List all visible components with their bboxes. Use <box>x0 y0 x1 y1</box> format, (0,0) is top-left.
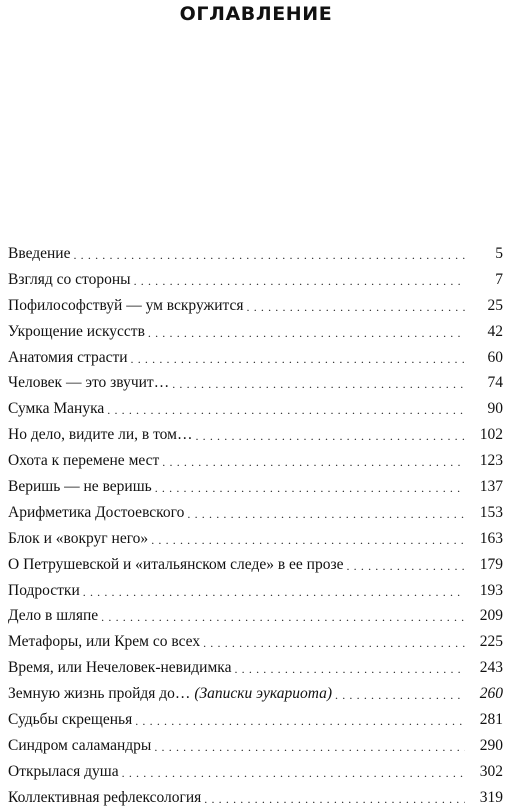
toc-entry <box>8 785 503 811</box>
dot-leader <box>107 401 465 419</box>
dot-leader <box>234 660 465 678</box>
toc-entry <box>8 629 503 655</box>
toc-entry <box>8 578 503 604</box>
toc-entry <box>8 370 503 396</box>
dot-leader <box>73 246 465 264</box>
toc-entry <box>8 759 503 785</box>
toc-entry-title <box>8 707 135 733</box>
toc-entry-title-text: Взгляд со стороны <box>8 270 131 288</box>
toc-entry-title-text: Блок и «вокруг него» <box>8 529 149 547</box>
toc-entry-page-number: 153 <box>479 503 503 521</box>
toc-entry-page-number: 60 <box>487 348 503 366</box>
toc-entry <box>8 345 503 371</box>
toc-entry-title <box>8 759 122 785</box>
toc-entry <box>8 655 503 681</box>
dot-leader <box>122 764 465 782</box>
toc-entry-title <box>8 681 335 707</box>
toc-entry <box>8 500 503 526</box>
toc-entry-page-number: 225 <box>479 633 503 651</box>
toc-entry-title-text: Арифметика Достоевского <box>8 503 185 521</box>
toc-entry-page-number: 302 <box>479 762 503 780</box>
toc-entry <box>8 396 503 422</box>
toc-entry <box>8 681 503 707</box>
toc-entry-page-number: 102 <box>479 426 503 444</box>
toc-entry <box>8 474 503 500</box>
toc-entry-page-number: 25 <box>487 296 503 314</box>
toc-entry <box>8 293 503 319</box>
toc-entry-page-number: 137 <box>479 478 503 496</box>
toc-entry-page-number: 260 <box>479 685 503 703</box>
toc-entry-page-number: 42 <box>487 322 503 340</box>
dot-leader <box>131 350 465 368</box>
toc-entry-title-text: Земную жизнь пройдя до… <box>8 685 191 703</box>
toc-entry-title-text: Введение <box>8 245 71 262</box>
toc-entry <box>8 526 503 552</box>
dot-leader <box>346 557 465 575</box>
toc-entry-title <box>8 552 346 578</box>
toc-entry-title <box>8 526 151 552</box>
toc-entry-title-text: О Петрушевской и «итальянском следе» в ее прозе <box>8 555 344 573</box>
toc-entry-title-text: Время, или Нечеловек-невидимка <box>8 659 232 677</box>
toc-entry <box>8 733 503 759</box>
toc-entry-title-text: Подростки <box>8 581 80 599</box>
toc-entry-page-number: 209 <box>479 607 503 625</box>
toc-entry-title-text: Охота к перемене мест <box>8 452 160 470</box>
toc-entry-title <box>8 733 154 759</box>
dot-leader <box>155 479 465 497</box>
toc-entry-title-text: Судьбы скрещенья <box>8 711 133 729</box>
dot-leader <box>148 324 465 342</box>
dot-leader <box>172 375 465 393</box>
dot-leader <box>203 634 465 652</box>
toc-entry-title <box>8 500 187 526</box>
toc-entry-title <box>8 241 73 267</box>
toc-entry-title <box>8 578 83 604</box>
toc-entry-subtitle: (Записки эукариота) <box>194 685 333 703</box>
toc-entry-title <box>8 370 172 396</box>
toc-entry-title-text: Коллективная рефлексология <box>8 788 202 806</box>
toc-entry-page-number: 243 <box>479 659 503 677</box>
dot-leader <box>135 712 465 730</box>
toc-entry-title-text: Пофилософствуй — ум вскружится <box>8 296 244 314</box>
page-title: ОГЛАВЛЕНИЕ <box>179 3 333 25</box>
toc-entry-title-text: Но дело, видите ли, в том… <box>8 426 193 444</box>
toc-entry-page-number: 290 <box>479 736 503 754</box>
toc-entry-title-text: Человек — это звучит… <box>8 374 170 392</box>
toc-entry-title-text: Метафоры, или Крем со всех <box>8 633 201 651</box>
toc-entry-page-number: 179 <box>479 555 503 573</box>
toc-entry-page-number: 193 <box>479 581 503 599</box>
toc-entry-title <box>8 629 203 655</box>
toc-entry <box>8 319 503 345</box>
toc-entry-title <box>8 293 247 319</box>
dot-leader <box>154 738 465 756</box>
toc-entry <box>8 448 503 474</box>
dot-leader <box>151 531 465 549</box>
toc-entry-page-number: 90 <box>487 400 503 418</box>
toc-entry-title <box>8 603 101 629</box>
toc-entry-title <box>8 785 204 811</box>
dot-leader <box>195 427 465 445</box>
toc-entry-page-number: 281 <box>479 711 503 729</box>
toc-entry-page-number: 7 <box>495 270 503 288</box>
toc-entry-page-number: 123 <box>479 452 503 470</box>
toc-entry-page-number: 319 <box>479 788 503 806</box>
toc-entry <box>8 267 503 293</box>
toc-entry-title-text: Укрощение искусств <box>8 322 145 340</box>
toc-entry-title-text: Открылася душа <box>8 762 119 780</box>
toc-entry-title <box>8 396 107 422</box>
toc-entry <box>8 241 503 267</box>
toc-entry <box>8 603 503 629</box>
toc-entry-title <box>8 267 134 293</box>
toc-entry-title <box>8 319 148 345</box>
toc-entry-title <box>8 448 162 474</box>
toc-entry-title-text: Веришь — не веришь <box>8 478 152 496</box>
toc-entry-title-text: Анатомия страсти <box>8 348 128 366</box>
dot-leader <box>101 608 465 626</box>
toc-entry-page-number: 5 <box>495 245 503 262</box>
toc-entry <box>8 707 503 733</box>
dot-leader <box>162 453 465 471</box>
dot-leader <box>247 298 466 316</box>
toc-entry-title <box>8 345 131 371</box>
dot-leader <box>335 686 465 704</box>
toc-entry-page-number: 74 <box>487 374 503 392</box>
toc-entry-title <box>8 655 234 681</box>
toc-entry <box>8 552 503 578</box>
dot-leader <box>204 790 465 808</box>
toc-entry-title-text: Дело в шляпе <box>8 607 99 625</box>
table-of-contents <box>8 241 503 811</box>
dot-leader <box>134 272 465 290</box>
toc-entry-title <box>8 474 155 500</box>
toc-entry-title-text: Сумка Манука <box>8 400 105 418</box>
dot-leader <box>83 583 465 601</box>
dot-leader <box>187 505 465 523</box>
toc-entry-title-text: Синдром саламандры <box>8 736 152 754</box>
toc-entry <box>8 422 503 448</box>
toc-entry-page-number: 163 <box>479 529 503 547</box>
toc-entry-title <box>8 422 195 448</box>
